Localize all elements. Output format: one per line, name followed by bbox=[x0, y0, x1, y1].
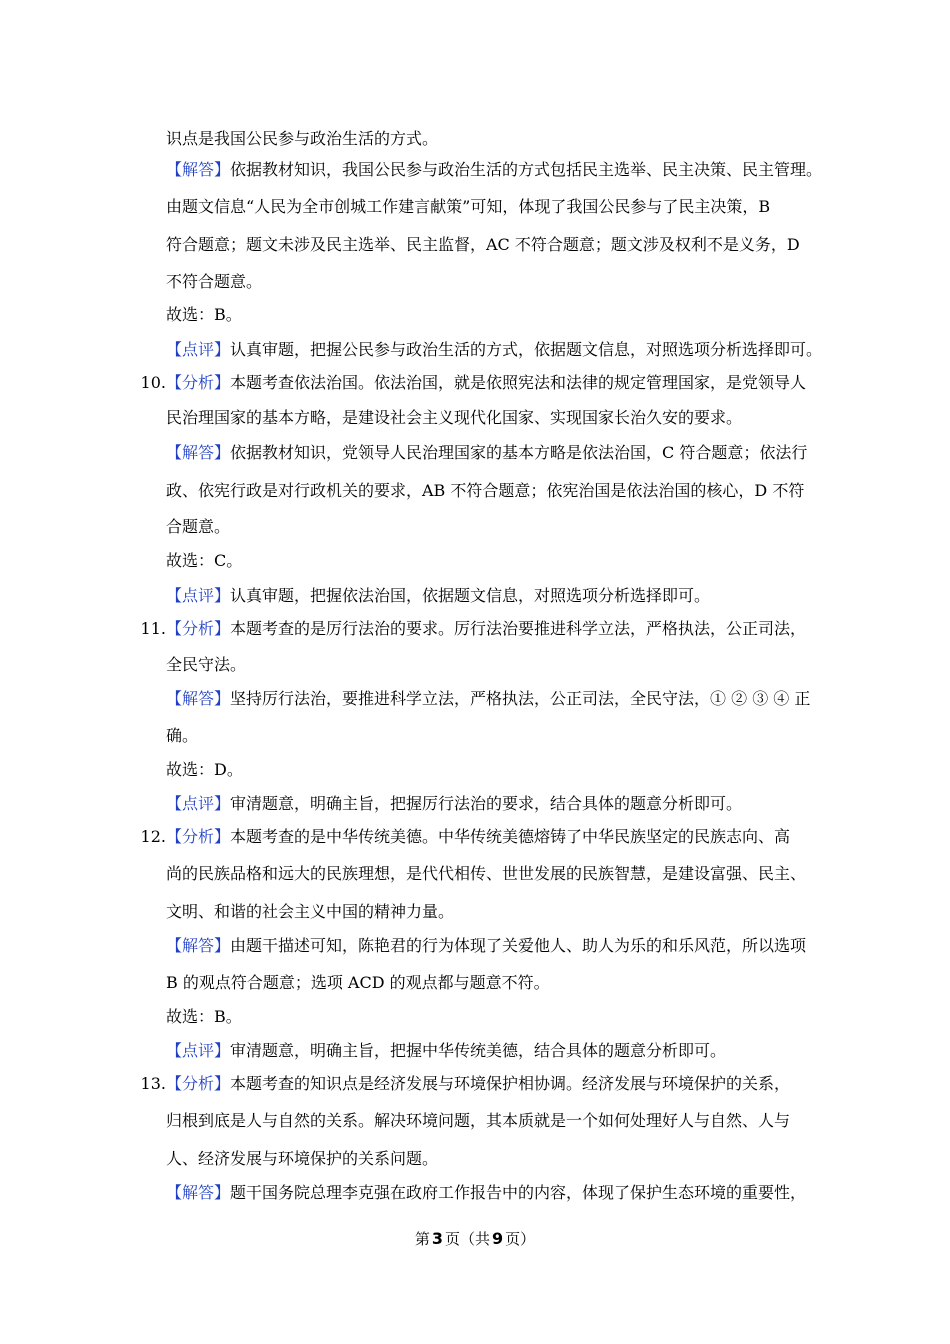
answer-line: 【解答】依据教材知识，党领导人民治理国家的基本方略是依法治国，C 符合题意；依法行 bbox=[166, 443, 808, 462]
comment-line: 【点评】审清题意，明确主旨，把握中华传统美德，结合具体的题意分析即可。 bbox=[166, 1041, 727, 1060]
page-number: 3 bbox=[431, 1229, 443, 1248]
answer-line: 【解答】题干国务院总理李克强在政府工作报告中的内容，体现了保护生态环境的重要性， bbox=[166, 1183, 807, 1202]
choice-line: 故选：B。 bbox=[166, 305, 242, 324]
answer-label: 【解答】 bbox=[166, 1183, 231, 1202]
text-line: 由题文信息“人民为全市创城工作建言献策”可知，体现了我国公民参与了民主决策，B bbox=[166, 197, 771, 216]
text-line: 政、依宪行政是对行政机关的要求，AB 不符合题意；依宪治国是依法治国的核心，D 不符 bbox=[166, 481, 805, 500]
choice-line: 故选：D。 bbox=[166, 760, 243, 779]
answer-line: 【解答】依据教材知识，我国公民参与政治生活的方式包括民主选举、民主决策、民主管理。 bbox=[166, 160, 823, 179]
choice-line: 故选：B。 bbox=[166, 1007, 242, 1026]
comment-label: 【点评】 bbox=[166, 586, 231, 605]
comment-label: 【点评】 bbox=[166, 1041, 231, 1060]
footer-prefix: 第 bbox=[414, 1230, 430, 1248]
comment-label: 【点评】 bbox=[166, 794, 231, 813]
analysis-label: 【分析】 bbox=[166, 1074, 231, 1093]
answer-line: 【解答】坚持厉行法治，要推进科学立法，严格执法，公正司法，全民守法，① ② ③ ④ 正 bbox=[166, 689, 811, 708]
answer-label: 【解答】 bbox=[166, 160, 231, 179]
answer-label: 【解答】 bbox=[166, 443, 231, 462]
answer-line: 【解答】由题干描述可知，陈艳君的行为体现了关爱他人、助人为乐的和乐风范，所以选项 bbox=[166, 936, 807, 955]
analysis-label: 【分析】 bbox=[166, 827, 231, 846]
comment-line: 【点评】认真审题，把握公民参与政治生活的方式，依据题文信息，对照选项分析选择即可。 bbox=[166, 340, 823, 359]
comment-label: 【点评】 bbox=[166, 340, 231, 359]
comment-line: 【点评】审清题意，明确主旨，把握厉行法治的要求，结合具体的题意分析即可。 bbox=[166, 794, 743, 813]
question-number: 11. bbox=[140, 619, 166, 638]
text-line: 文明、和谐的社会主义中国的精神力量。 bbox=[166, 902, 455, 921]
text-line: 归根到底是人与自然的关系。解决环境问题，其本质就是一个如何处理好人与自然、人与 bbox=[166, 1111, 791, 1130]
question-12-analysis: 12. 【分析】本题考查的是中华传统美德。中华传统美德熔铸了中华民族坚定的民族志向、高 bbox=[140, 827, 791, 846]
question-number: 13. bbox=[140, 1074, 166, 1093]
text-line: 尚的民族品格和远大的民族理想，是代代相传、世世发展的民族智慧，是建设富强、民主、 bbox=[166, 864, 807, 883]
text-line: 确。 bbox=[166, 726, 199, 745]
text-line: 全民守法。 bbox=[166, 655, 247, 674]
analysis-label: 【分析】 bbox=[166, 373, 231, 392]
answer-label: 【解答】 bbox=[166, 936, 231, 955]
answer-label: 【解答】 bbox=[166, 689, 231, 708]
footer-middle: 页（共 bbox=[444, 1230, 490, 1248]
page-footer bbox=[0, 1229, 950, 1249]
text-line: 民治理国家的基本方略，是建设社会主义现代化国家、实现国家长治久安的要求。 bbox=[166, 408, 743, 427]
text-line: 不符合题意。 bbox=[166, 272, 263, 291]
text-line: 人、经济发展与环境保护的关系问题。 bbox=[166, 1149, 439, 1168]
text-line: 合题意。 bbox=[166, 517, 231, 536]
question-10-analysis: 10. 【分析】本题考查依法治国。依法治国，就是依照宪法和法律的规定管理国家，是党领导人 bbox=[140, 373, 807, 392]
question-11-analysis: 11. 【分析】本题考查的是厉行法治的要求。厉行法治要推进科学立法，严格执法，公正司法， bbox=[140, 619, 807, 638]
text-line: 符合题意；题文未涉及民主选举、民主监督，AC 不符合题意；题文涉及权利不是义务，D bbox=[166, 235, 800, 254]
question-13-analysis: 13. 【分析】本题考查的知识点是经济发展与环境保护相协调。经济发展与环境保护的关系， bbox=[140, 1074, 791, 1093]
comment-line: 【点评】认真审题，把握依法治国，依据题文信息，对照选项分析选择即可。 bbox=[166, 586, 711, 605]
total-pages: 9 bbox=[492, 1229, 504, 1248]
footer-suffix: 页） bbox=[505, 1230, 536, 1248]
text-line: B 的观点符合题意；选项 ACD 的观点都与题意不符。 bbox=[166, 973, 550, 992]
choice-line: 故选：C。 bbox=[166, 551, 243, 570]
analysis-label: 【分析】 bbox=[166, 619, 231, 638]
question-number: 12. bbox=[140, 827, 166, 846]
text-line: 识点是我国公民参与政治生活的方式。 bbox=[166, 129, 439, 148]
question-number: 10. bbox=[140, 373, 166, 392]
